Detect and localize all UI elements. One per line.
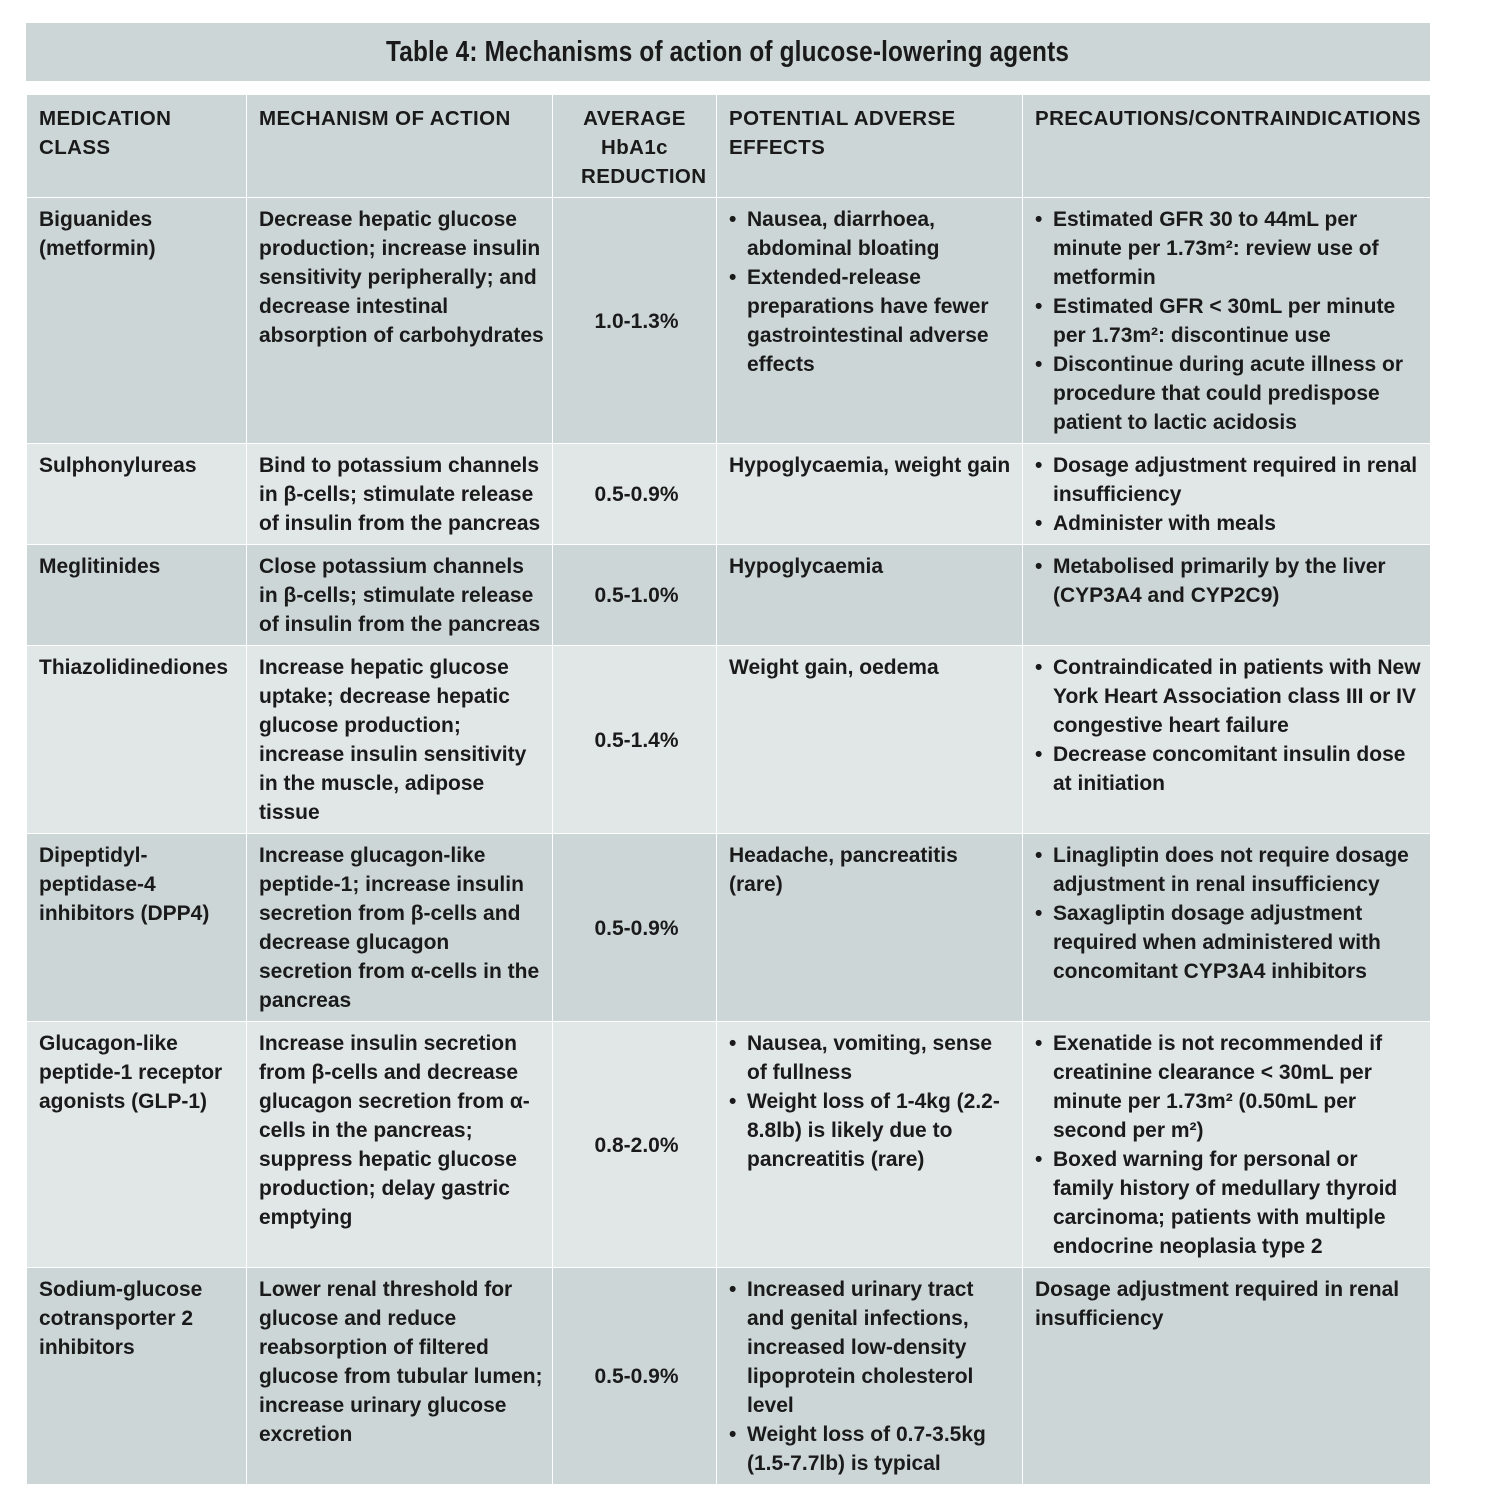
precautions-list bbox=[1035, 653, 1422, 798]
header-adverse-effects: POTENTIAL ADVERSE EFFECTS bbox=[717, 95, 1023, 198]
adverse-item: • Weight loss of 0.7-3.5kg (1.5-7.7lb) is typical bbox=[729, 1420, 1014, 1478]
adverse-list bbox=[729, 205, 1014, 379]
precautions-item: • Saxagliptin dosage adjustment required when administered with concomitant CYP3A4 inhibitors bbox=[1035, 899, 1422, 986]
mechanism-cell: Close potassium channels in β-cells; stimulate release of insulin from the pancreas bbox=[247, 545, 553, 646]
header-medication-class: MEDICATION CLASS bbox=[27, 95, 247, 198]
medication-class-cell: Glucagon-like peptide-1 receptor agonists (GLP-1) bbox=[27, 1022, 247, 1268]
hba1c-reduction-cell: 0.5-1.4% bbox=[553, 646, 717, 834]
table-row bbox=[27, 198, 1431, 444]
table-header-row bbox=[27, 95, 1431, 198]
mechanism-cell: Decrease hepatic glucose production; increase insulin sensitivity peripherally; and decrease intestinal absorption of carbohydrates bbox=[247, 198, 553, 444]
precautions-cell bbox=[1023, 646, 1431, 834]
precautions-item: • Boxed warning for personal or family history of medullary thyroid carcinoma; patients with multiple endocrine neoplasia type 2 bbox=[1035, 1145, 1422, 1261]
precautions-list bbox=[1035, 841, 1422, 986]
table-row bbox=[27, 834, 1431, 1022]
precautions-item: • Exenatide is not recommended if creatinine clearance < 30mL per minute per 1.73m² (0.50mL per second per m²) bbox=[1035, 1029, 1422, 1145]
table-title: Table 4: Mechanisms of action of glucose-lowering agents bbox=[386, 35, 1070, 68]
table-row bbox=[27, 545, 1431, 646]
precautions-item: • Contraindicated in patients with New York Heart Association class III or IV congestive heart failure bbox=[1035, 653, 1422, 740]
precautions-list bbox=[1035, 205, 1422, 437]
precautions-item: • Linagliptin does not require dosage adjustment in renal insufficiency bbox=[1035, 841, 1422, 899]
adverse-effects-cell: Headache, pancreatitis (rare) bbox=[717, 834, 1023, 1022]
hba1c-reduction-cell: 0.5-0.9% bbox=[553, 1268, 717, 1485]
precautions-list bbox=[1035, 451, 1422, 538]
adverse-item: • Weight loss of 1-4kg (2.2-8.8lb) is likely due to pancreatitis (rare) bbox=[729, 1087, 1014, 1174]
precautions-cell bbox=[1023, 834, 1431, 1022]
medication-class-cell: Sulphonylureas bbox=[27, 444, 247, 545]
precautions-cell bbox=[1023, 545, 1431, 646]
precautions-item: • Discontinue during acute illness or procedure that could predispose patient to lactic acidosis bbox=[1035, 350, 1422, 437]
precautions-item: • Estimated GFR < 30mL per minute per 1.73m²: discontinue use bbox=[1035, 292, 1422, 350]
mechanism-cell: Lower renal threshold for glucose and reduce reabsorption of filtered glucose from tubular lumen; increase urinary glucose excretion bbox=[247, 1268, 553, 1485]
adverse-effects-cell bbox=[717, 1268, 1023, 1485]
table-row bbox=[27, 646, 1431, 834]
table-row bbox=[27, 1268, 1431, 1485]
precautions-cell bbox=[1023, 1022, 1431, 1268]
precautions-item: • Administer with meals bbox=[1035, 509, 1422, 538]
medication-class-cell: Biguanides (metformin) bbox=[27, 198, 247, 444]
precautions-cell bbox=[1023, 198, 1431, 444]
medication-class-cell: Meglitinides bbox=[27, 545, 247, 646]
table-row bbox=[27, 444, 1431, 545]
precautions-item: • Dosage adjustment required in renal insufficiency bbox=[1035, 451, 1422, 509]
mechanism-cell: Increase hepatic glucose uptake; decrease hepatic glucose production; increase insulin sensitivity in the muscle, adipose tissue bbox=[247, 646, 553, 834]
adverse-effects-cell bbox=[717, 198, 1023, 444]
mechanism-cell: Increase glucagon-like peptide-1; increase insulin secretion from β-cells and decrease glucagon secretion from α-cells in the pancreas bbox=[247, 834, 553, 1022]
mechanism-cell: Increase insulin secretion from β-cells and decrease glucagon secretion from α-cells in the pancreas; suppress hepatic glucose production; delay gastric emptying bbox=[247, 1022, 553, 1268]
hba1c-reduction-cell: 0.8-2.0% bbox=[553, 1022, 717, 1268]
precautions-cell: Dosage adjustment required in renal insufficiency bbox=[1023, 1268, 1431, 1485]
table-row bbox=[27, 1022, 1431, 1268]
adverse-effects-cell: Hypoglycaemia, weight gain bbox=[717, 444, 1023, 545]
medication-class-cell: Sodium-glucose cotransporter 2 inhibitors bbox=[27, 1268, 247, 1485]
adverse-effects-cell: Hypoglycaemia bbox=[717, 545, 1023, 646]
precautions-item: • Decrease concomitant insulin dose at initiation bbox=[1035, 740, 1422, 798]
mechanism-cell: Bind to potassium channels in β-cells; stimulate release of insulin from the pancreas bbox=[247, 444, 553, 545]
header-precautions: PRECAUTIONS/CONTRAINDICATIONS bbox=[1023, 95, 1431, 198]
precautions-item: • Estimated GFR 30 to 44mL per minute per 1.73m²: review use of metformin bbox=[1035, 205, 1422, 292]
adverse-item: • Nausea, diarrhoea, abdominal bloating bbox=[729, 205, 1014, 263]
precautions-list bbox=[1035, 552, 1422, 610]
adverse-item: • Nausea, vomiting, sense of fullness bbox=[729, 1029, 1014, 1087]
adverse-item: • Extended-release preparations have fewer gastrointestinal adverse effects bbox=[729, 263, 1014, 379]
header-mechanism: MECHANISM OF ACTION bbox=[247, 95, 553, 198]
hba1c-reduction-cell: 0.5-1.0% bbox=[553, 545, 717, 646]
medication-table bbox=[26, 94, 1431, 1485]
hba1c-reduction-cell: 0.5-0.9% bbox=[553, 834, 717, 1022]
hba1c-reduction-cell: 0.5-0.9% bbox=[553, 444, 717, 545]
adverse-list bbox=[729, 1029, 1014, 1174]
medication-class-cell: Dipeptidyl-peptidase-4 inhibitors (DPP4) bbox=[27, 834, 247, 1022]
precautions-list bbox=[1035, 1029, 1422, 1261]
medication-class-cell: Thiazolidinediones bbox=[27, 646, 247, 834]
adverse-effects-cell bbox=[717, 1022, 1023, 1268]
precautions-item: • Metabolised primarily by the liver (CYP3A4 and CYP2C9) bbox=[1035, 552, 1422, 610]
adverse-list bbox=[729, 1275, 1014, 1478]
header-hba1c-reduction: AVERAGE HbA1c REDUCTION bbox=[553, 95, 717, 198]
table-title-bar bbox=[26, 23, 1430, 81]
adverse-item: • Increased urinary tract and genital infections, increased low-density lipoprotein cholesterol level bbox=[729, 1275, 1014, 1420]
adverse-effects-cell: Weight gain, oedema bbox=[717, 646, 1023, 834]
hba1c-reduction-cell: 1.0-1.3% bbox=[553, 198, 717, 444]
precautions-cell bbox=[1023, 444, 1431, 545]
